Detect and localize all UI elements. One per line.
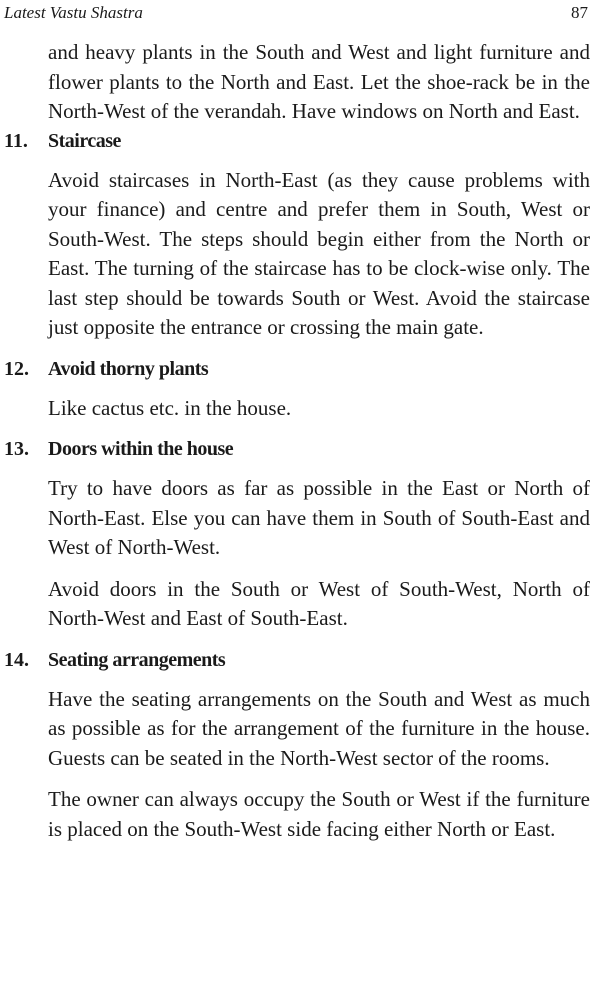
section-title: Doors within the house (48, 438, 234, 460)
section-number: 13. (4, 438, 29, 460)
section-title: Avoid thorny plants (48, 357, 209, 380)
running-head (4, 0, 588, 26)
section-paragraph: Try to have doors as far as possible in the East or North of North-East. Else you can have them in South of South-East and West of North-West. (48, 476, 590, 559)
section-number: 14. (4, 648, 29, 671)
section-title: Seating arrangements (48, 648, 226, 671)
section-heading (0, 355, 600, 384)
section-seating-arrangements (0, 646, 600, 845)
page-number: 87 (571, 3, 588, 22)
section-heading (0, 646, 600, 675)
section-heading (0, 435, 600, 464)
section-paragraph: Have the seating arrangements on the South and West as much as possible as for the arrangement of the furniture in the house. Guests can be seated in the North-West sector of the rooms. (48, 686, 590, 770)
section-avoid-thorny-plants (0, 355, 600, 424)
continuation-paragraph: and heavy plants in the South and West and light furniture and flower plants to the North and East. Let the shoe-rack be in the North-West of the verandah. Have windows on North and East. (48, 40, 590, 123)
section-paragraph: The owner can always occupy the South or West if the furniture is placed on the South-West side facing either North or East. (48, 787, 590, 841)
section-paragraph: Like cactus etc. in the house. (48, 395, 292, 420)
section-title: Staircase (48, 129, 121, 152)
section-doors-within-house (0, 435, 600, 634)
page-content (0, 38, 600, 856)
section-staircase (0, 127, 600, 343)
section-number: 12. (4, 357, 29, 380)
section-paragraph: Avoid doors in the South or West of South-West, North of North-West and East of South-East. (48, 576, 590, 630)
section-heading (0, 127, 600, 156)
section-paragraph: Avoid staircases in North-East (as they cause problems with your finance) and centre and prefer them in South, West or South-West. The steps should begin either from the North or East. The turning of the staircase has to be clock-wise only. The last step should be towards South or West. Avoid the staircase just opposite the entrance or crossing the main gate. (48, 167, 590, 339)
section-number: 11. (4, 129, 28, 152)
book-title: Latest Vastu Shastra (4, 3, 143, 22)
